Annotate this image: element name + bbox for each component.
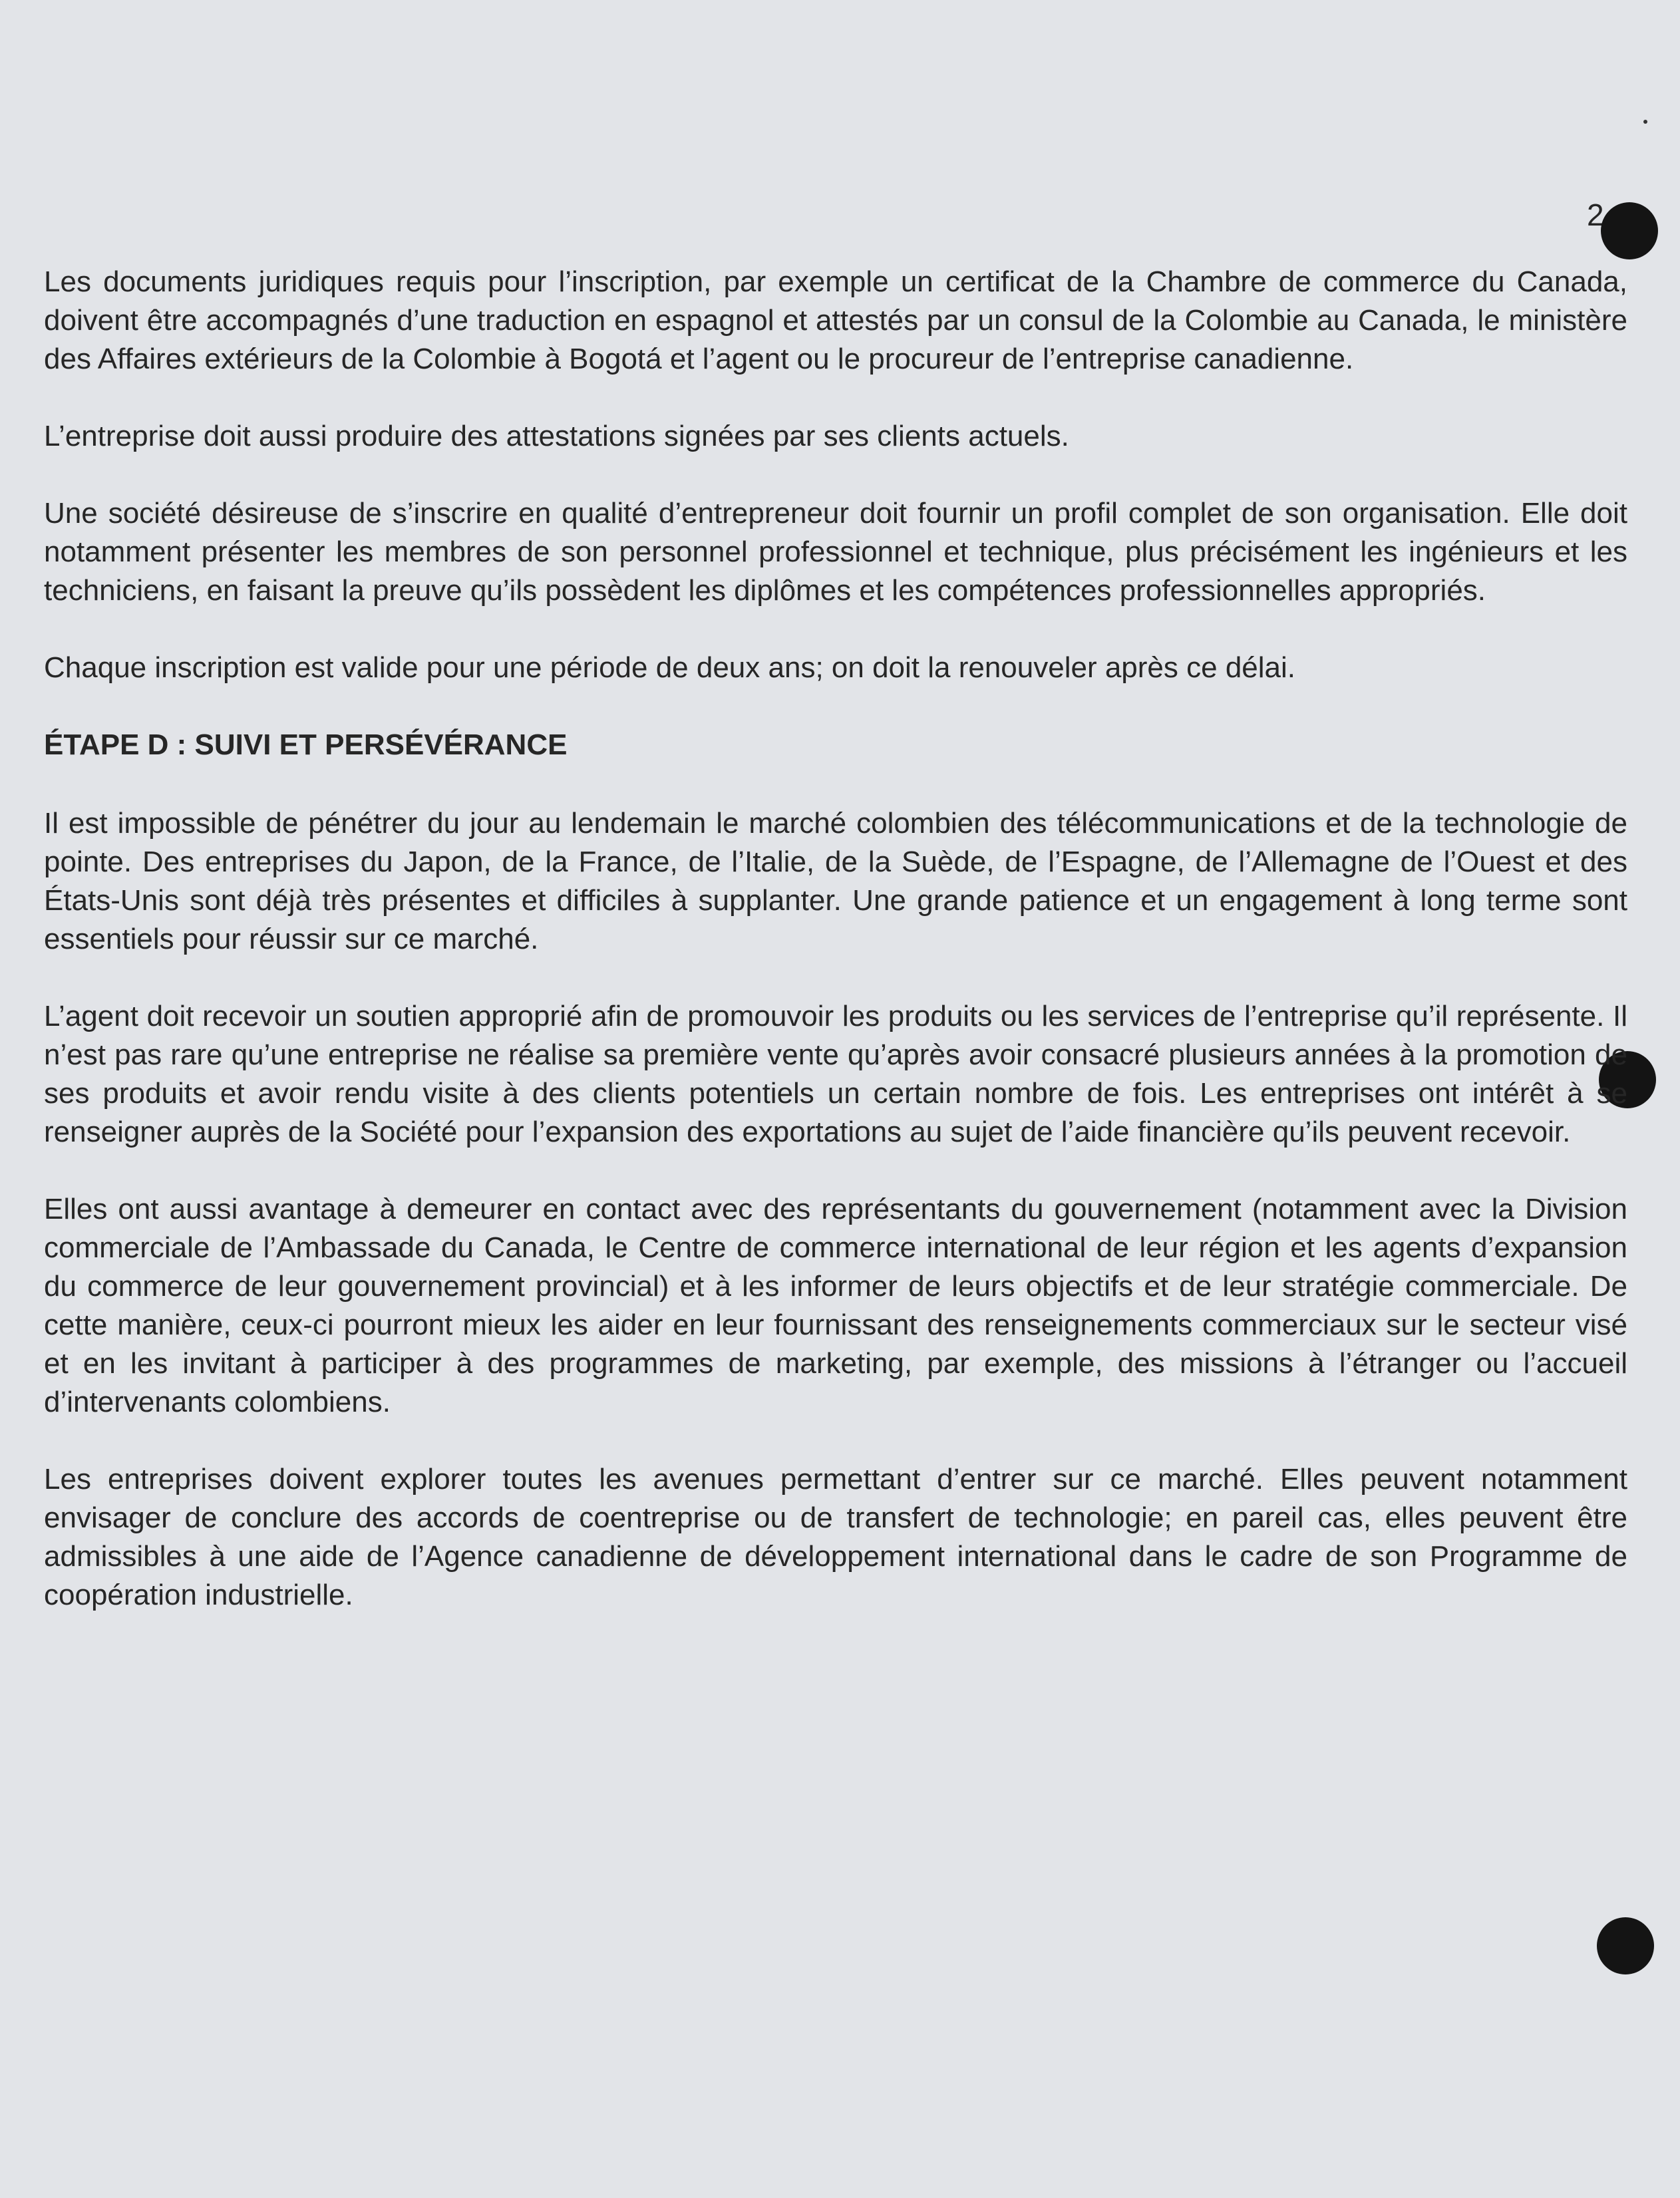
page-number: 2	[1587, 198, 1604, 232]
paragraph-government-contact: Elles ont aussi avantage à demeurer en contact avec des représentants du gouvernement (notamment avec la Division commerciale de l’Ambassade du Canada, le Centre de commerce international de leur région et les agents d’expansion du commerce de leur gouvernement provincial) et à les informer de leurs objectifs et de leur stratégie commerciale. De cette manière, ceux-ci pourront mieux les aider en leur fournissant des renseignements commerciaux sur le secteur visé et en les invitant à participer à des programmes de marketing, par exemple, des missions à l’étranger ou l’accueil d’intervenants colombiens.	[44, 1193, 1627, 1418]
document-body	[44, 263, 1627, 1615]
section-heading: ÉTAPE D : SUIVI ET PERSÉVÉRANCE	[44, 728, 568, 761]
paragraph-market-entry: Il est impossible de pénétrer du jour au lendemain le marché colombien des télécommunications et de la technologie de pointe. Des entreprises du Japon, de la France, de l’Italie, de la Suède, de l’Espagne, de l’Allemagne de l’Ouest et des États-Unis sont déjà très présentes et difficiles à supplanter. Une grande patience et un engagement à long terme sont essentiels pour réussir sur ce marché.	[44, 807, 1627, 955]
paragraph-company-profile: Une société désireuse de s’inscrire en qualité d’entrepreneur doit fournir un profil complet de son organisation. Elle doit notamment présenter les membres de son personnel professionnel et technique, plus précisément les ingénieurs et les techniciens, en faisant la preuve qu’ils possèdent les diplômes et les compétences professionnelles appropriés.	[44, 497, 1627, 607]
stray-mark	[1643, 120, 1647, 124]
paragraph-client-attestations: L’entreprise doit aussi produire des attestations signées par ses clients actuels.	[44, 420, 1069, 452]
punch-hole-bottom	[1597, 1917, 1654, 1974]
punch-hole-top	[1601, 202, 1658, 259]
paragraph-explore-avenues: Les entreprises doivent explorer toutes les avenues permettant d’entrer sur ce marché. Elles peuvent notamment envisager de conclure des accords de coentreprise ou de transfert de technologie; en pareil cas, elles peuvent être admissibles à une aide de l’Agence canadienne de développement international dans le cadre de son Programme de coopération industrielle.	[44, 1463, 1627, 1611]
paragraph-legal-documents: Les documents juridiques requis pour l’inscription, par exemple un certificat de la Chambre de commerce du Canada, doivent être accompagnés d’une traduction en espagnol et attestés par un consul de la Colombie au Canada, le ministère des Affaires extérieurs de la Colombie à Bogotá et l’agent ou le procureur de l’entreprise canadienne.	[44, 265, 1627, 375]
paragraph-agent-support: L’agent doit recevoir un soutien approprié afin de promouvoir les produits ou les services de l’entreprise qu’il représente. Il n’est pas rare qu’une entreprise ne réalise sa première vente qu’après avoir consacré plusieurs années à la promotion de ses produits et avoir rendu visite à des clients potentiels un certain nombre de fois. Les entreprises ont intérêt à se renseigner auprès de la Société pour l’expansion des exportations au sujet de l’aide financière qu’ils peuvent recevoir.	[44, 1000, 1627, 1148]
paragraph-registration-validity: Chaque inscription est valide pour une période de deux ans; on doit la renouveler après ce délai.	[44, 651, 1295, 684]
